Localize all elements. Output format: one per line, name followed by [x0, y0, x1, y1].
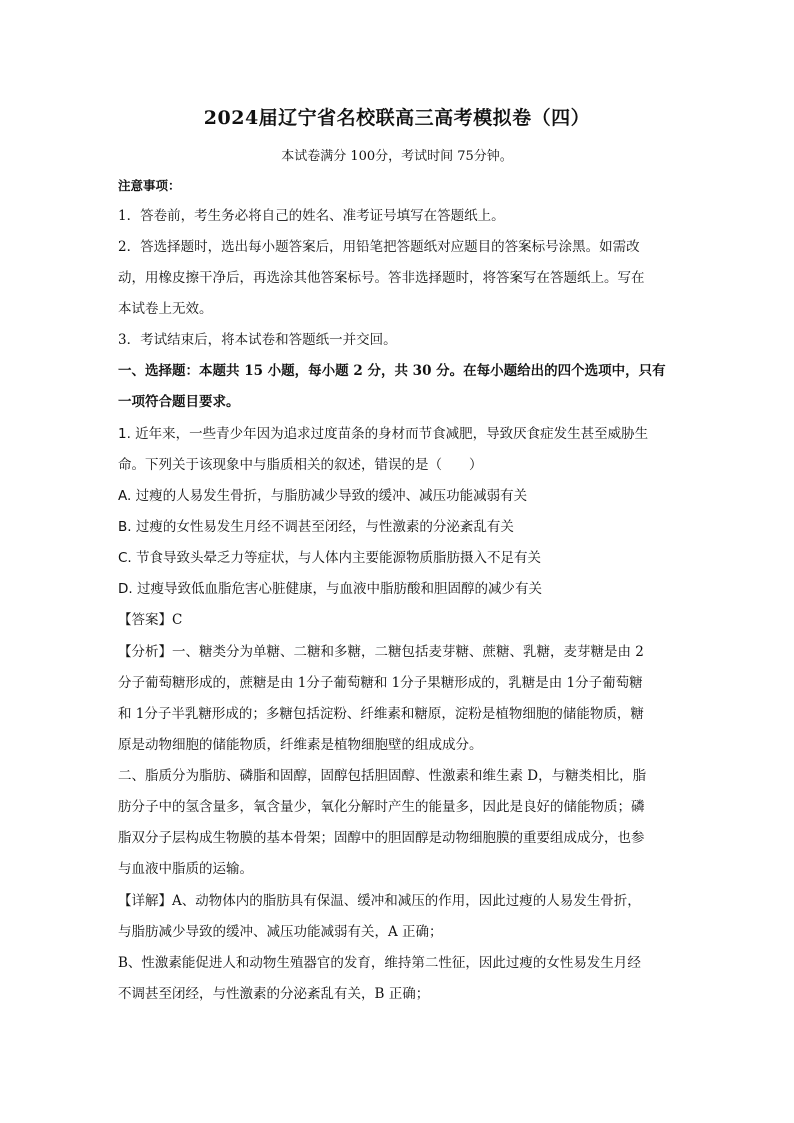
notice-item: 2．答选择题时，选出每小题答案后，用铅笔把答题纸对应题目的答案标号涂黑。如需改 [118, 239, 640, 255]
analysis-line: 原是动物细胞的储能物质，纤维素是植物细胞壁的组成成分。 [118, 737, 483, 753]
section-heading: 一项符合题目要求。 [118, 394, 240, 410]
notice-item: 本试卷上无效。 [118, 301, 213, 317]
detail-line: 与脂肪减少导致的缓冲、减压功能减弱有关，A 正确； [118, 924, 443, 940]
analysis-line: 与血液中脂质的运输。 [118, 861, 253, 877]
option-c: C. 节食导致头晕乏力等症状，与人体内主要能源物质脂肪摄入不足有关 [118, 550, 542, 566]
notice-item: 1．答卷前，考生务必将自己的姓名、准考证号填写在答题纸上。 [118, 208, 505, 224]
detail-line: B、性激素能促进人和动物生殖器官的发育，维持第二性征，因此过瘦的女性易发生月经 [118, 955, 641, 971]
notice-heading: 注意事项： [118, 178, 181, 193]
question-stem: 1. 近年来，一些青少年因为追求过度苗条的身材而节食减肥，导致厌食症发生甚至威胁生 [118, 426, 649, 442]
detail-line: 【详解】A、动物体内的脂肪具有保温、缓冲和减压的作用，因此过瘦的人易发生骨折， [118, 893, 641, 909]
option-a: A. 过瘦的人易发生骨折，与脂肪减少导致的缓冲、减压功能减弱有关 [118, 488, 528, 504]
section-heading: 一、选择题：本题共 15 小题，每小题 2 分，共 30 分。在每小题给出的四个选项中，只有 [118, 363, 666, 379]
analysis-line: 脂双分子层构成生物膜的基本骨架；固醇中的胆固醇是动物细胞膜的重要组成成分，也参 [118, 830, 645, 846]
option-d: D. 过瘦导致低血脂危害心脏健康，与血液中脂肪酸和胆固醇的减少有关 [118, 581, 542, 597]
exam-title: 2024届辽宁省名校联高三高考模拟卷（四） [203, 107, 591, 129]
notice-item: 动，用橡皮擦干净后，再选涂其他答案标号。答非选择题时，将答案写在答题纸上。写在 [118, 270, 645, 286]
option-b: B. 过瘦的女性易发生月经不调甚至闭经，与性激素的分泌紊乱有关 [118, 519, 514, 535]
analysis-line: 肪分子中的氢含量多，氧含量少，氧化分解时产生的能量多，因此是良好的储能物质；磷 [118, 799, 645, 815]
exam-subtitle: 本试卷满分 100分，考试时间 75分钟。 [281, 149, 513, 164]
analysis-line: 【分析】一、糖类分为单糖、二糖和多糖，二糖包括麦芽糖、蔗糖、乳糖，麦芽糖是由 2 [118, 644, 644, 660]
analysis-line: 分子葡萄糖形成的，蔗糖是由 1分子葡萄糖和 1分子果糖形成的，乳糖是由 1分子葡萄糖 [118, 675, 643, 691]
question-stem: 命。下列关于该现象中与脂质相关的叙述，错误的是（ ） [118, 457, 483, 473]
analysis-line: 和 1分子半乳糖形成的；多糖包括淀粉、纤维素和糖原，淀粉是植物细胞的储能物质，糖 [118, 706, 644, 722]
answer-line: 【答案】C [118, 612, 183, 628]
detail-line: 不调甚至闭经，与性激素的分泌紊乱有关，B 正确； [118, 986, 430, 1002]
notice-item: 3．考试结束后，将本试卷和答题纸一并交回。 [118, 332, 397, 348]
analysis-line: 二、脂质分为脂肪、磷脂和固醇，固醇包括胆固醇、性激素和维生素 D，与糖类相比，脂 [118, 768, 647, 784]
